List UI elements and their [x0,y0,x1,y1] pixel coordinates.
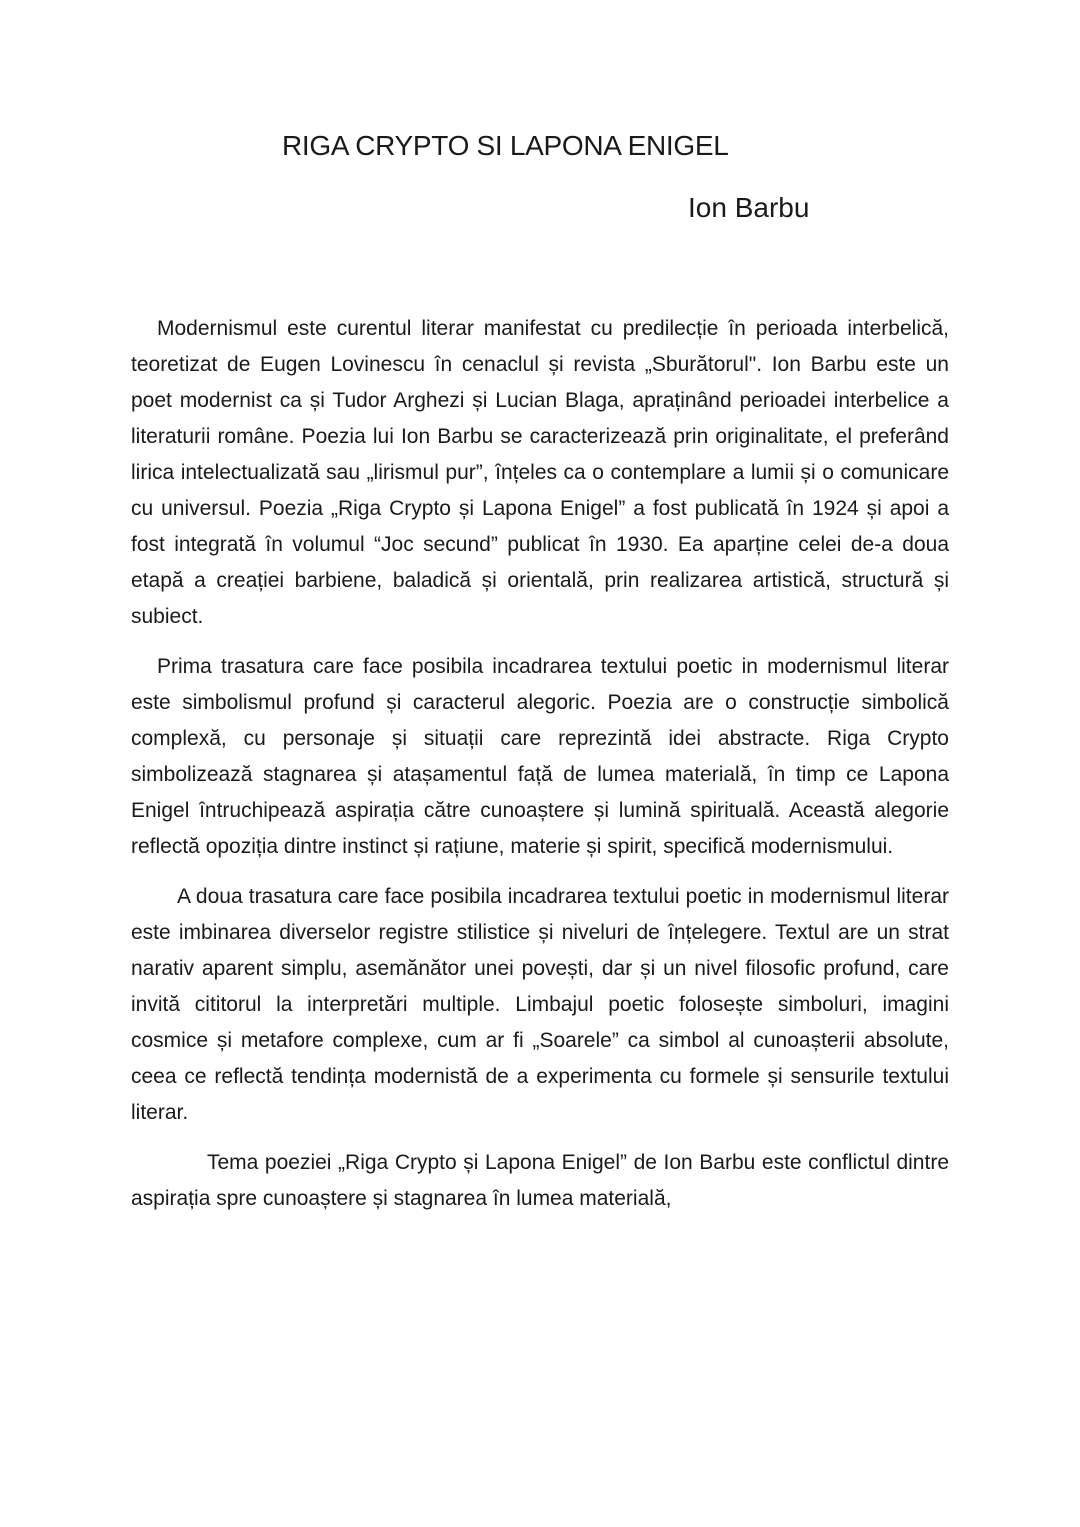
document-title: RIGA CRYPTO SI LAPONA ENIGEL [282,130,729,161]
document-author: Ion Barbu [688,192,810,223]
paragraph-intro: Modernismul este curentul literar manifestat cu predilecție în perioada interbelică, teoretizat de Eugen Lovinescu în cenaclul și revista „Sburătorul". Ion Barbu este un poet modernist ca și Tudor Arghezi și Lucian Blaga, apraținând perioadei interbelice a literaturii române. Poezia lui Ion Barbu se caracterizează prin originalitate, el preferând lirica intelectualizată sau „lirismul pur”, înțeles ca o contemplare a lumii și o comunicare cu universul. Poezia „Riga Crypto și Lapona Enigel” a fost publicată în 1924 și apoi a fost integrată în volumul “Joc secund” publicat în 1930. Ea aparține celei de-a doua etapă a creației barbiene, baladică și orientală, prin realizarea artistică, structură și subiect. [131,317,949,628]
document-body [131,311,949,1231]
paragraph-first-trait: Prima trasatura care face posibila incadrarea textului poetic in modernismul literar este simbolismul profund și caracterul alegoric. Poezia are o construcție simbolică complexă, cu personaje și situații care reprezintă idei abstracte. Riga Crypto simbolizează stagnarea și atașamentul față de lumea materială, în timp ce Lapona Enigel întruchipează aspirația către cunoaștere și lumină spirituală. Această alegorie reflectă opoziția dintre instinct și rațiune, materie și spirit, specifică modernismului. [131,655,949,858]
paragraph-second-trait: A doua trasatura care face posibila incadrarea textului poetic in modernismul literar este imbinarea diverselor registre stilistice și niveluri de înțelegere. Textul are un strat narativ aparent simplu, asemănător unei povești, dar și un nivel filosofic profund, care invită cititorul la interpretări multiple. Limbajul poetic folosește simboluri, imagini cosmice și metafore complexe, cum ar fi „Soarele” ca simbol al cunoașterii absolute, ceea ce reflectă tendința modernistă de a experimenta cu formele și sensurile textului literar. [131,885,949,1124]
paragraph-theme: Tema poeziei „Riga Crypto și Lapona Enigel” de Ion Barbu este conflictul dintre aspirația spre cunoaștere și stagnarea în lumea materială, [131,1151,949,1210]
